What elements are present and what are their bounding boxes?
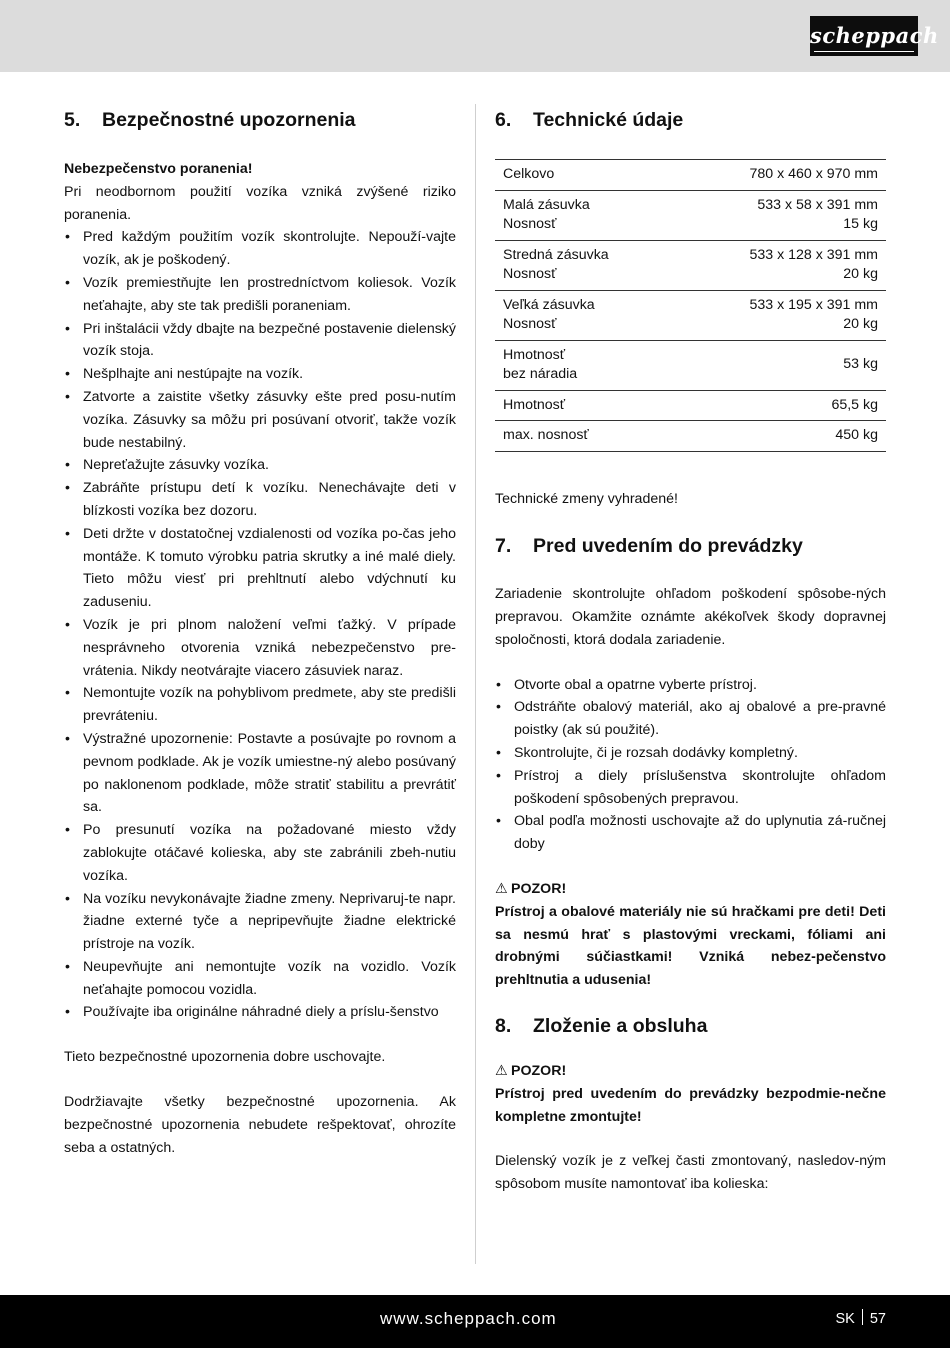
spec-label-cell bbox=[495, 421, 674, 452]
spec-value: 780 x 460 x 970 mm bbox=[749, 166, 878, 182]
spec-value-cell bbox=[674, 190, 886, 240]
safety-bullet: • Po presunutí vozíka na požadované miesto vždy zablokujte otáčavé kolieska, aby ste zabránili zbeh-nutiu vozíka. bbox=[64, 819, 456, 887]
section-title: Zloženie a obsluha bbox=[533, 1015, 708, 1038]
safety-bullet: • Pri inštalácii vždy dbajte na bezpečné postavenie dielenský vozík stoja. bbox=[64, 318, 456, 364]
section-number: 5. bbox=[64, 109, 81, 131]
page-info bbox=[836, 1295, 886, 1343]
danger-intro: Pri neodbornom použití vozíka vzniká zvýšené riziko poranenia. bbox=[64, 183, 456, 223]
spec-row bbox=[495, 190, 886, 240]
safety-bullet: • Na vozíku nevykonávajte žiadne zmeny. Neprivaruj-te napr. žiadne externé tyče a nepripevňujte žiadne elektrické prístroje na vozík. bbox=[64, 888, 456, 956]
unpack-bullet: • Obal podľa možnosti uschovajte až do uplynutia zá-ručnej doby bbox=[495, 810, 886, 856]
warning-icon: ⚠ bbox=[495, 1063, 508, 1080]
safety-bullet: • Používajte iba originálne náhradné diely a príslu-šenstvo bbox=[64, 1001, 456, 1024]
left-column bbox=[64, 104, 456, 1159]
specs-table bbox=[495, 159, 886, 452]
section-title: Bezpečnostné upozornenia bbox=[102, 109, 356, 131]
safety-list bbox=[64, 226, 456, 1024]
section-number: 8. bbox=[495, 1015, 512, 1038]
observe-instructions: Dodržiavajte všetky bezpečnostné upozornenia. Ak bezpečnostné upozornenia nebudete rešpektovať, ohrozíte seba a ostatných. bbox=[64, 1094, 456, 1156]
s8-text: Dielenský vozík je z veľkej časti zmontovaný, nasledov-ným spôsobom musíte namontovať iba kolieska: bbox=[495, 1153, 886, 1193]
spec-value-cell bbox=[674, 290, 886, 340]
warning-icon: ⚠ bbox=[495, 881, 508, 898]
section-5-heading bbox=[64, 104, 456, 138]
spec-value-cell bbox=[674, 390, 886, 421]
safety-bullet: • Zatvorte a zaistite všetky zásuvky ešte pred posu-nutím vozíka. Zásuvky sa môžu pri posúvaní otvoriť, takže vozík bude nestabilný. bbox=[64, 386, 456, 454]
unpack-bullet: • Prístroj a diely príslušenstva skontrolujte ohľadom poškodení spôsobených prepravou. bbox=[495, 765, 886, 811]
safety-bullet: • Vozík premiestňujte len prostredníctvom koliesok. Vozík neťahajte, aby ste tak predišli poraneniam. bbox=[64, 272, 456, 318]
spec-subvalue: 15 kg bbox=[843, 216, 878, 232]
tech-changes-note: Technické zmeny vyhradené! bbox=[495, 490, 678, 507]
spec-row bbox=[495, 240, 886, 290]
danger-title: Nebezpečenstvo poranenia! bbox=[64, 161, 253, 177]
spec-subvalue: 20 kg bbox=[843, 266, 878, 282]
separator bbox=[862, 1309, 863, 1325]
warning-2-title bbox=[495, 1060, 886, 1083]
safety-bullet: • Nešplhajte ani nestúpajte na vozík. bbox=[64, 363, 456, 386]
spec-label: Hmotnosť bbox=[503, 346, 566, 363]
safety-bullet: • Deti držte v dostatočnej vzdialenosti od vozíka po-čas jeho montáže. K tomuto výrobku patria skrutky a iné malé diely. Tieto môžu viesť pri prehltnutí alebo vdýchnutí ku zaduseniu. bbox=[64, 523, 456, 614]
website-link[interactable]: www.scheppach.com bbox=[380, 1309, 557, 1328]
spec-sublabel: Nosnosť bbox=[503, 216, 557, 232]
spec-label: Hmotnosť bbox=[503, 396, 566, 413]
unpack-bullet: • Odstráňte obalový materiál, ako aj obalové a pre-pravné poistky (ak sú použité). bbox=[495, 696, 886, 742]
spec-label: Veľká zásuvka bbox=[503, 296, 595, 313]
section-7-heading bbox=[495, 530, 886, 564]
spec-sublabel: Nosnosť bbox=[503, 316, 557, 332]
safety-bullet: • Neupevňujte ani nemontujte vozík na vozidlo. Vozík neťahajte pomocou vozidla. bbox=[64, 956, 456, 1002]
spec-sublabel: bez náradia bbox=[503, 366, 578, 382]
language-code: SK bbox=[835, 1311, 855, 1327]
spec-row bbox=[495, 390, 886, 421]
spec-label: Stredná zásuvka bbox=[503, 246, 609, 263]
spec-label-cell bbox=[495, 190, 674, 240]
spec-row bbox=[495, 160, 886, 191]
spec-label-cell bbox=[495, 240, 674, 290]
spec-label-cell bbox=[495, 390, 674, 421]
spec-row bbox=[495, 421, 886, 452]
section-6-heading bbox=[495, 104, 886, 138]
safety-bullet: • Pred každým použitím vozík skontrolujte. Nepouží-vajte vozík, ak je poškodený. bbox=[64, 226, 456, 272]
unpack-list bbox=[495, 674, 886, 856]
safety-bullet: • Zabráňte prístupu detí k vozíku. Nenechávajte deti v blízkosti vozíka bez dozoru. bbox=[64, 477, 456, 523]
spec-value-cell bbox=[674, 160, 886, 191]
warning-1-title bbox=[495, 878, 886, 901]
warning-2-text: Prístroj pred uvedením do prevádzky bezpodmie-nečne kompletne zmontujte! bbox=[495, 1085, 886, 1125]
warning-1-text: Prístroj a obalové materiály nie sú hračkami pre deti! Deti sa nesmú hrať s plastovými vreckami, fóliami ani drobnými súčiastkami! Vzniká nebez-pečenstvo prehltnutia a udusenia! bbox=[495, 903, 886, 989]
warning-label: POZOR! bbox=[511, 1063, 567, 1080]
safety-bullet: • Výstražné upozornenie: Postavte a posúvajte po rovnom a pevnom podklade. Ak je vozík umiestne-ný alebo posúvaný po naklonenom podklade, môže stratiť stabilitu a prevrátiť sa. bbox=[64, 728, 456, 819]
scheppach-logo: scheppach bbox=[810, 16, 918, 56]
spec-value-cell bbox=[674, 240, 886, 290]
right-column bbox=[495, 104, 886, 1196]
section-title: Pred uvedením do prevádzky bbox=[533, 535, 803, 558]
spec-label-cell bbox=[495, 160, 674, 191]
footer-bar bbox=[0, 1295, 950, 1348]
keep-instructions: Tieto bezpečnostné upozornenia dobre uschovajte. bbox=[64, 1049, 386, 1066]
spec-value: 533 x 195 x 391 mm bbox=[749, 296, 878, 313]
spec-value: 65,5 kg bbox=[831, 396, 878, 413]
safety-bullet: • Nepreťažujte zásuvky vozíka. bbox=[64, 454, 456, 477]
warning-label: POZOR! bbox=[511, 881, 567, 898]
spec-value: 450 kg bbox=[835, 427, 878, 443]
spec-label: Celkovo bbox=[503, 166, 555, 182]
column-divider bbox=[475, 104, 476, 1264]
safety-bullet: • Nemontujte vozík na pohyblivom predmete, aby ste predišli prevráteniu. bbox=[64, 682, 456, 728]
header-bar bbox=[0, 0, 950, 72]
spec-row bbox=[495, 290, 886, 340]
unpack-bullet: • Skontrolujte, či je rozsah dodávky kompletný. bbox=[495, 742, 886, 765]
spec-subvalue: 20 kg bbox=[843, 316, 878, 332]
spec-value: 53 kg bbox=[843, 356, 878, 373]
spec-label-cell bbox=[495, 290, 674, 340]
spec-value-cell bbox=[674, 340, 886, 390]
section-title: Technické údaje bbox=[533, 109, 684, 131]
page-number: 57 bbox=[869, 1311, 886, 1327]
s7-intro: Zariadenie skontrolujte ohľadom poškodení spôsobe-ných prepravou. Okamžite oznámte akékoľvek škody dopravnej spoločnosti, ktorá dodala zariadenie. bbox=[495, 586, 886, 648]
unpack-bullet: • Otvorte obal a opatrne vyberte prístroj. bbox=[495, 674, 886, 697]
spec-label: Malá zásuvka bbox=[503, 196, 590, 213]
spec-label-cell bbox=[495, 340, 674, 390]
section-number: 7. bbox=[495, 535, 512, 558]
safety-bullet: • Vozík je pri plnom naložení veľmi ťažký. V prípade nesprávneho otvorenia vzniká nebezpečenstvo pre-vrátenia. Nikdy neotvárajte viacero zásuviek naraz. bbox=[64, 614, 456, 682]
spec-value-cell bbox=[674, 421, 886, 452]
spec-row bbox=[495, 340, 886, 390]
spec-label: max. nosnosť bbox=[503, 427, 589, 443]
spec-value: 533 x 58 x 391 mm bbox=[757, 196, 878, 213]
section-8-heading bbox=[495, 1010, 886, 1044]
section-number: 6. bbox=[495, 109, 512, 131]
spec-value: 533 x 128 x 391 mm bbox=[749, 246, 878, 263]
spec-sublabel: Nosnosť bbox=[503, 266, 557, 282]
